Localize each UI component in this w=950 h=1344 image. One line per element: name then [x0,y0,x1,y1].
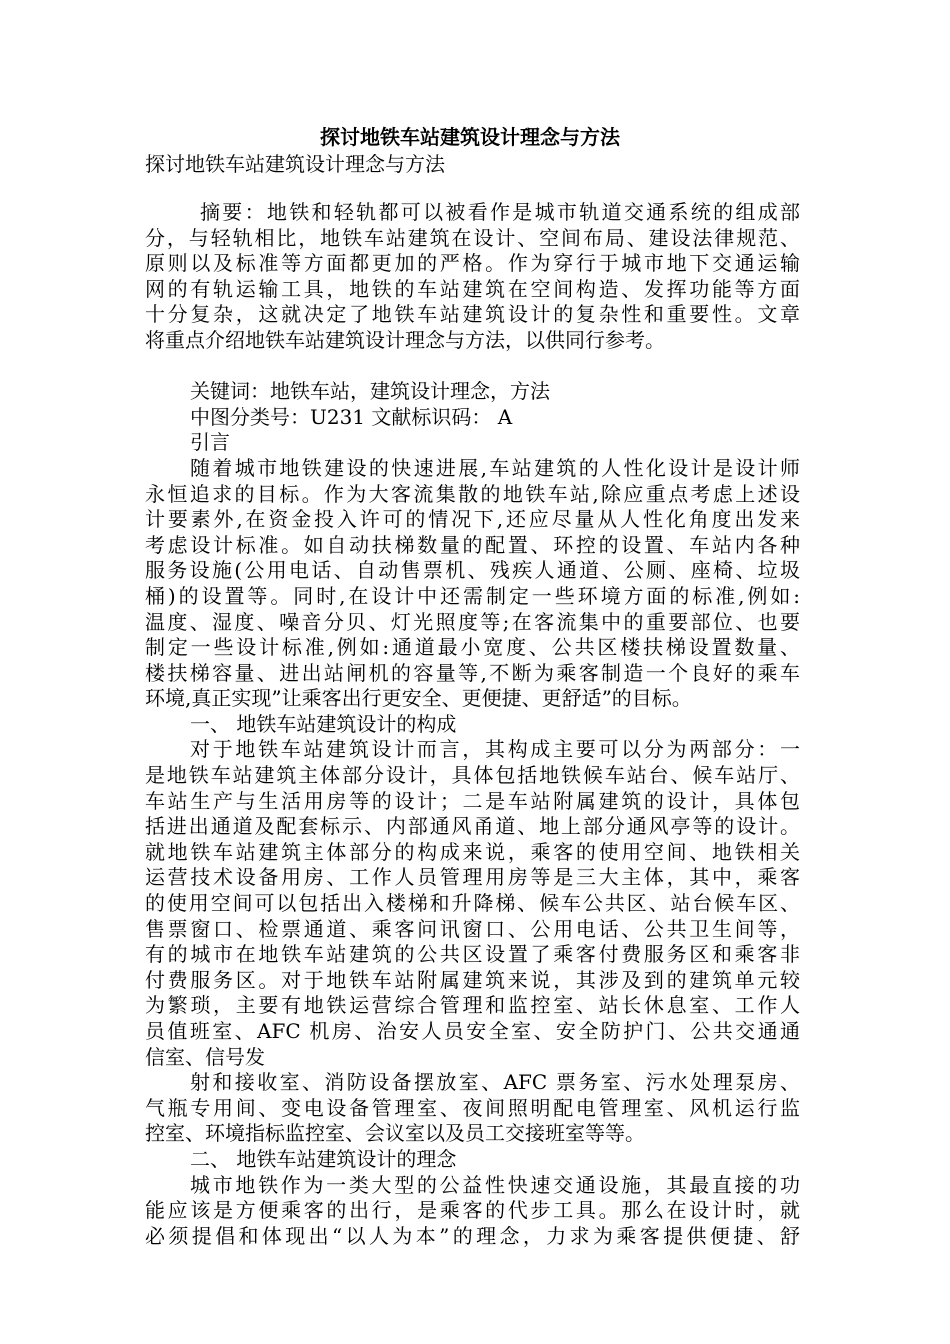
abstract-line: 摘要：地铁和轻轨都可以被看作是城市轨道交通系统的组成部 [200,200,800,224]
section2-line: 必须提倡和体现出“以人为本”的理念，力求为乘客提供便捷、舒 [145,1223,800,1248]
section1-line: 付费服务区。对于地铁车站附属建筑来说，其涉及到的建筑单元较 [145,967,800,992]
intro-line: 楼扶梯容量、进出站闸机的容量等,不断为乘客制造一个良好的乘车 [145,660,800,685]
intro-line: 环境,真正实现”让乘客出行更安全、更便捷、更舒适”的目标。 [145,686,692,711]
section1-line: 信室、信号发 [145,1044,265,1069]
classification-line: 中图分类号：U231 文献标识码： A [190,404,513,429]
section2-line: 能应该是方便乘客的出行，是乘客的代步工具。那么在设计时，就 [145,1198,800,1223]
section1b-line: 控室、环境指标监控室、会议室以及员工交接班室等等。 [145,1121,645,1146]
section1-line: 运营技术设备用房、工作人员管理用房等是三大主体，其中，乘客 [145,865,800,890]
abstract-line: 原则以及标准等方面都更加的严格。作为穿行于城市地下交通运输 [145,251,800,276]
section2-heading: 二、 地铁车站建筑设计的理念 [190,1146,457,1171]
keywords-line: 关键词：地铁车站，建筑设计理念，方法 [190,379,550,404]
paragraph-gap [145,354,800,380]
intro-line: 温度、湿度、噪音分贝、灯光照度等;在客流集中的重要部位、也要 [145,609,800,634]
document-body [145,200,800,1249]
section1-line: 的使用空间可以包括出入楼梯和升降梯、候车公共区、站台候车区、 [145,891,800,916]
abstract-line: 分，与轻轨相比，地铁车站建筑在设计、空间布局、建设法律规范、 [145,225,800,250]
section1-line: 员值班室、AFC 机房、治安人员安全室、安全防护门、公共交通通 [145,1019,800,1043]
section1b-line: 气瓶专用间、变电设备管理室、夜间照明配电管理室、风机运行监 [145,1095,800,1120]
abstract-line: 网的有轨运输工具，地铁的车站建筑在空间构造、发挥功能等方面 [145,276,800,301]
intro-line: 考虑设计标准。如自动扶梯数量的配置、环控的设置、车站内各种 [145,532,800,557]
section1-line: 有的城市在地铁车站建筑的公共区设置了乘客付费服务区和乘客非 [145,942,800,967]
section1-line: 是地铁车站建筑主体部分设计，具体包括地铁候车站台、候车站厅、 [145,763,800,788]
document-subtitle: 探讨地铁车站建筑设计理念与方法 [145,152,445,176]
section1-line: 售票窗口、检票通道、乘客问讯窗口、公用电话、公共卫生间等， [145,916,800,941]
intro-line: 制定一些设计标准,例如:通道最小宽度、公共区楼扶梯设置数量、 [145,635,800,660]
intro-line: 桶)的设置等。同时,在设计中还需制定一些环境方面的标准,例如: [145,583,800,608]
section1-line: 车站生产与生活用房等的设计；二是车站附属建筑的设计，具体包 [145,788,800,813]
intro-heading: 引言 [190,430,230,455]
abstract-line: 十分复杂，这就决定了地铁车站建筑设计的复杂性和重要性。文章 [145,302,800,327]
document-title: 探讨地铁车站建筑设计理念与方法 [320,125,620,149]
section1-line: 为繁琐，主要有地铁运营综合管理和监控室、站长休息室、工作人 [145,993,800,1018]
intro-line: 服务设施(公用电话、自动售票机、残疾人通道、公厕、座椅、垃圾 [145,558,800,583]
section1-line: 对于地铁车站建筑设计而言，其构成主要可以分为两部分：一 [190,737,800,762]
intro-line: 计要素外,在资金投入许可的情况下,还应尽量从人性化角度出发来 [145,507,800,532]
intro-line: 随着城市地铁建设的快速进展,车站建筑的人性化设计是设计师 [190,455,800,480]
section1-heading: 一、 地铁车站建筑设计的构成 [190,711,457,736]
abstract-line: 将重点介绍地铁车站建筑设计理念与方法，以供同行参考。 [145,327,665,352]
section1b-line: 射和接收室、消防设备摆放室、AFC 票务室、污水处理泵房、 [190,1070,800,1095]
section1-line: 就地铁车站建筑主体部分的构成来说，乘客的使用空间、地铁相关 [145,839,800,864]
section2-line: 城市地铁作为一类大型的公益性快速交通设施，其最直接的功 [190,1172,800,1197]
intro-line: 永恒追求的目标。作为大客流集散的地铁车站,除应重点考虑上述设 [145,481,800,506]
section1-line: 括进出通道及配套标示、内部通风甬道、地上部分通风亭等的设计。 [145,814,800,839]
